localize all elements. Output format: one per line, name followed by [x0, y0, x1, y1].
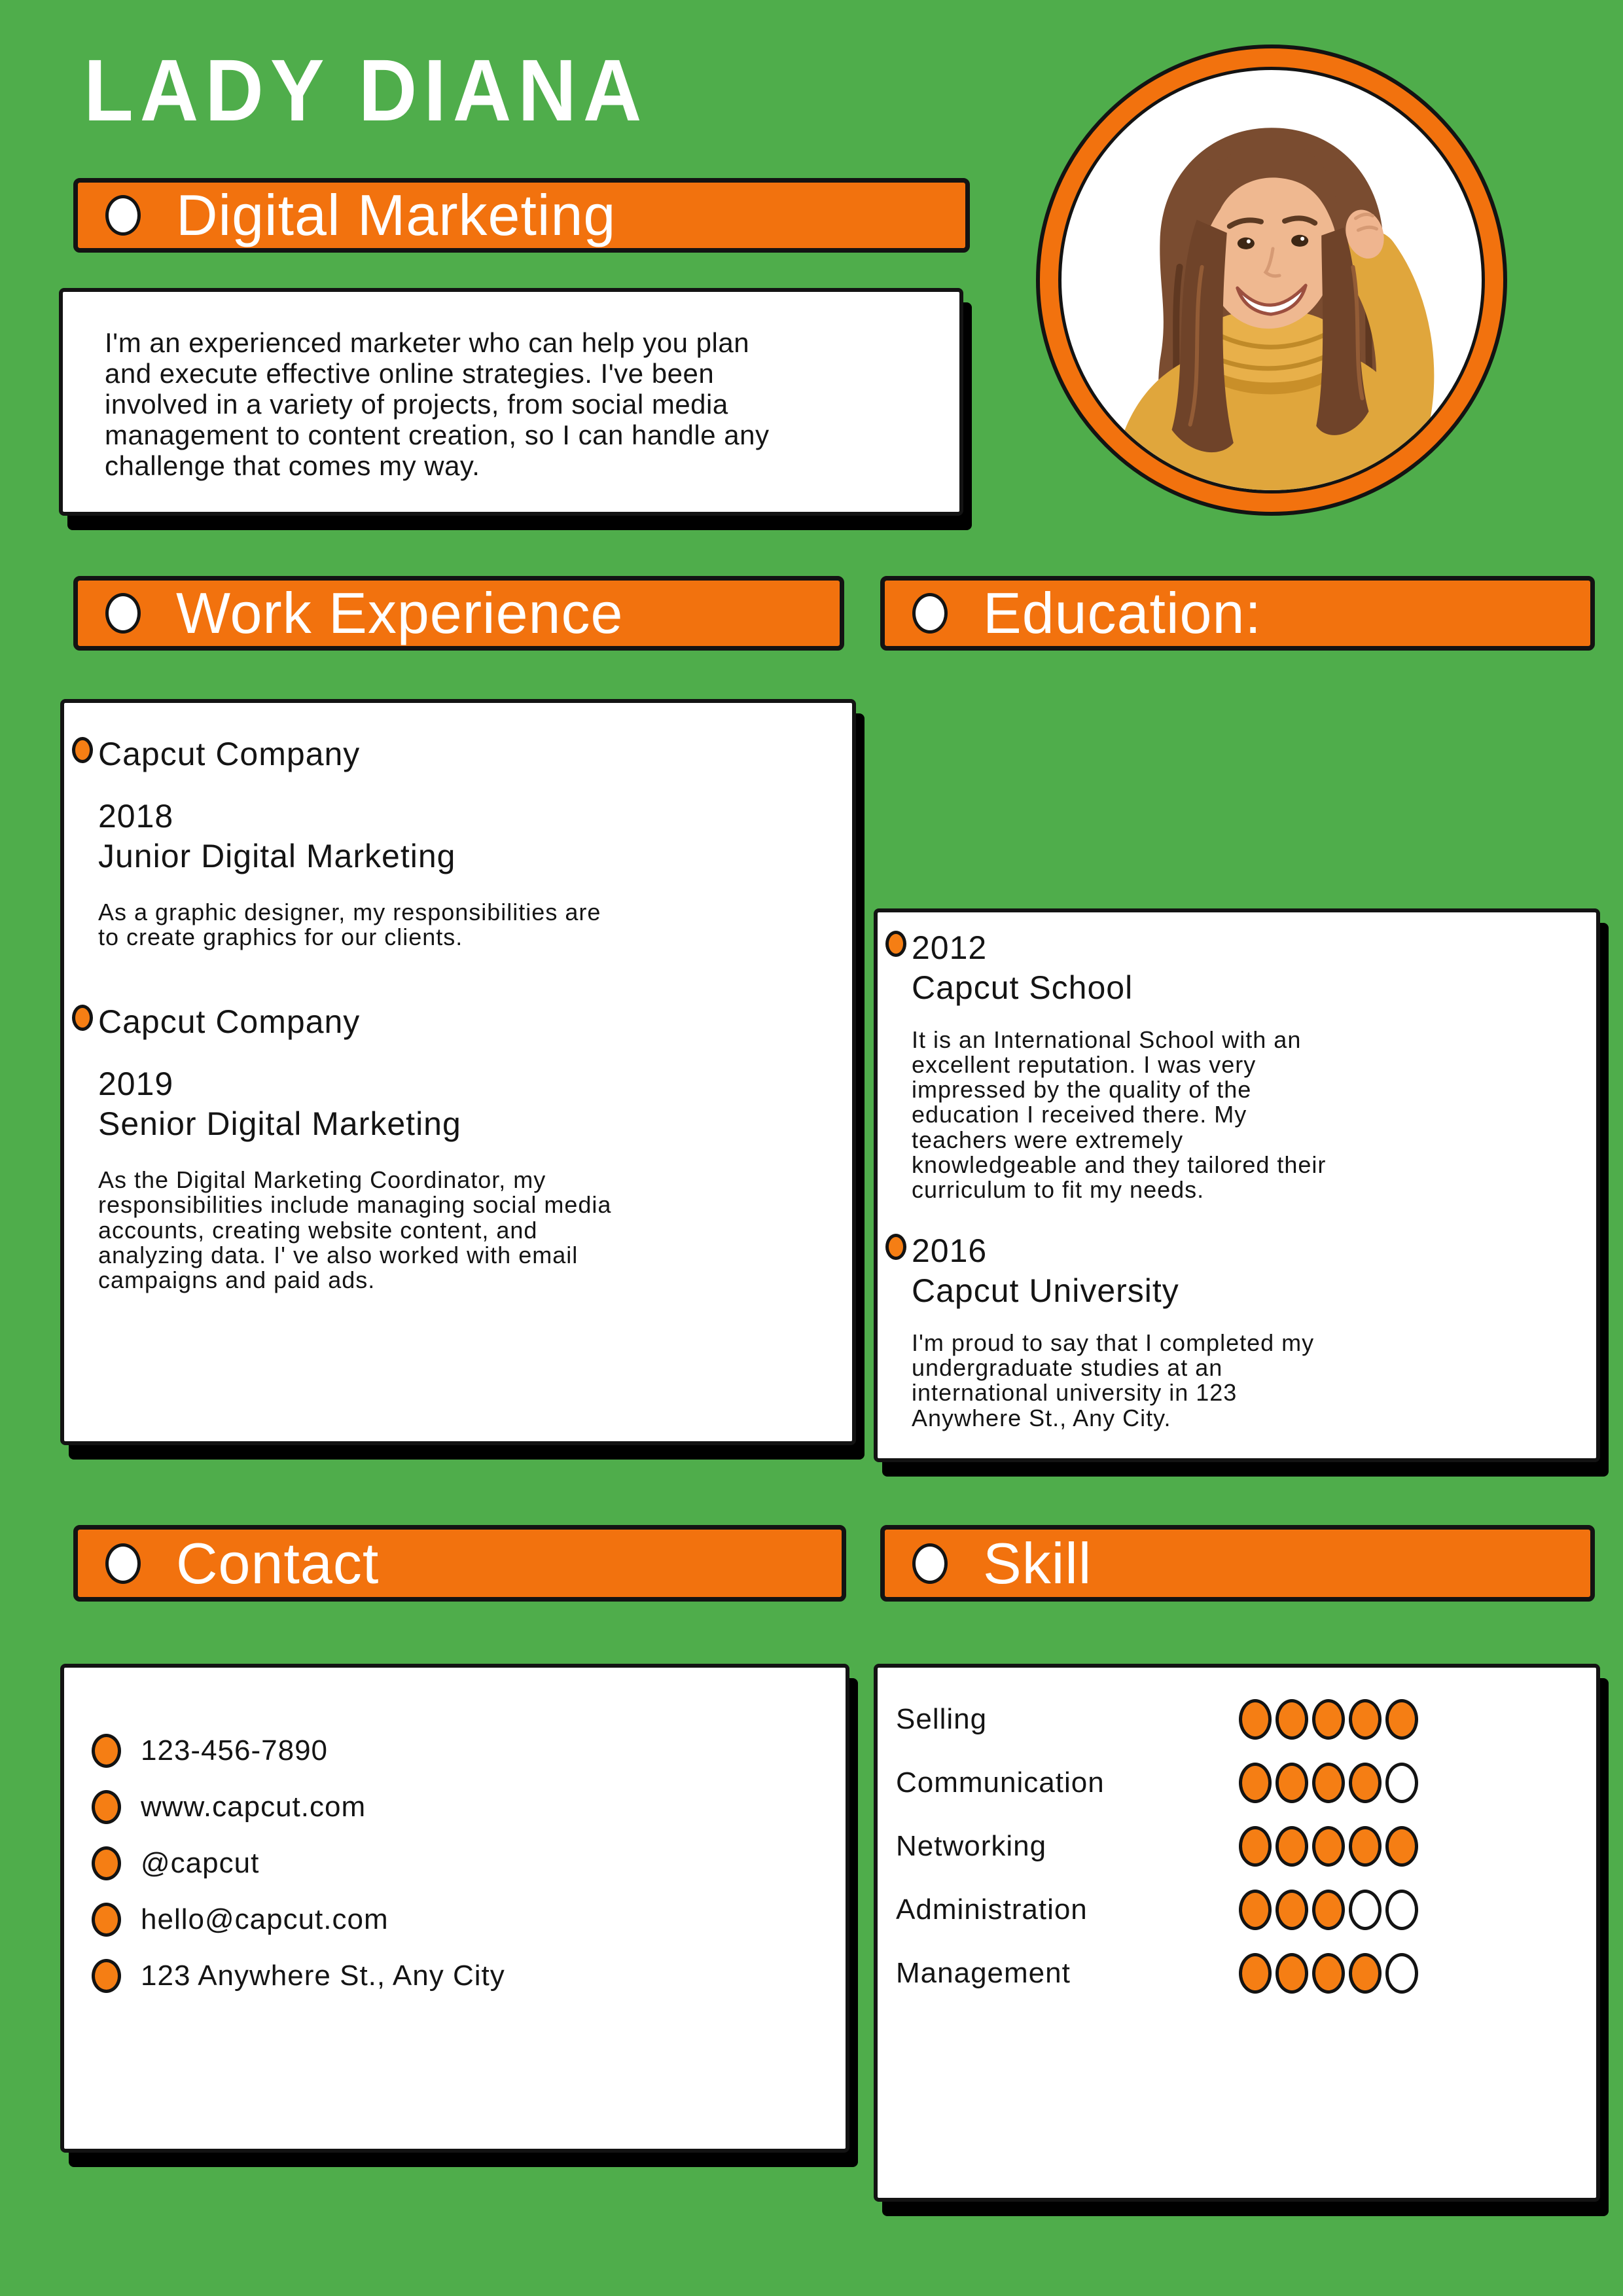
rating-dot-filled-icon — [1239, 1699, 1272, 1740]
contact-row-address — [64, 1948, 846, 2004]
bullet-icon — [92, 1790, 121, 1824]
rating-dot-filled-icon — [1312, 1890, 1345, 1930]
portrait-illustration — [1061, 70, 1482, 490]
banner-label: Work Experience — [176, 581, 624, 645]
work-entry — [98, 1002, 826, 1293]
education-year: 2012 — [912, 929, 988, 966]
contact-card — [60, 1664, 849, 2153]
rating-dot-empty-icon — [1385, 1890, 1418, 1930]
rating-dot-filled-icon — [1385, 1699, 1418, 1740]
education-entry — [912, 1231, 1573, 1431]
company-name: Capcut Company — [98, 736, 361, 772]
skill-rating — [1239, 1890, 1418, 1930]
rating-dot-filled-icon — [1239, 1826, 1272, 1867]
work-year: 2018 — [98, 798, 174, 834]
rating-dot-filled-icon — [1275, 1826, 1308, 1867]
contact-row-phone — [64, 1723, 846, 1779]
rating-dot-filled-icon — [1312, 1699, 1345, 1740]
rating-dot-filled-icon — [1349, 1826, 1382, 1867]
skill-label: Communication — [896, 1766, 1105, 1799]
left-eye — [1238, 238, 1255, 249]
banner-education — [880, 576, 1595, 651]
skill-label: Networking — [896, 1829, 1047, 1862]
education-description: It is an International School with an excellent reputation. I was very impressed by the quality of the education I received there. My teachers were extremely knowledgeable and they tailored their curriculum to fit my needs. — [912, 1026, 1327, 1203]
skill-rating — [1239, 1826, 1418, 1867]
rating-dot-filled-icon — [1275, 1699, 1308, 1740]
work-role: Junior Digital Marketing — [98, 838, 456, 874]
skill-row — [878, 1941, 1596, 2005]
banner-label: Digital Marketing — [176, 183, 616, 247]
skill-label: Selling — [896, 1702, 988, 1735]
bullet-icon — [885, 931, 906, 957]
contact-row-social — [64, 1835, 846, 1892]
rating-dot-filled-icon — [1349, 1699, 1382, 1740]
work-role: Senior Digital Marketing — [98, 1105, 461, 1143]
skill-row — [878, 1878, 1596, 1941]
school-name: Capcut University — [912, 1272, 1179, 1310]
rating-dot-filled-icon — [1312, 1763, 1345, 1803]
banner-contact — [73, 1525, 846, 1602]
street-address: 123 Anywhere St., Any City — [141, 1960, 505, 1992]
work-experience-card — [60, 699, 856, 1445]
bullet-icon — [92, 1903, 121, 1937]
right-eye — [1291, 235, 1308, 247]
banner-digital-marketing — [73, 178, 970, 253]
school-name: Capcut School — [912, 969, 1133, 1006]
phone-number: 123-456-7890 — [141, 1734, 329, 1767]
banner-circle-icon — [912, 593, 948, 634]
banner-label: Skill — [983, 1530, 1092, 1596]
skill-rating — [1239, 1699, 1418, 1740]
education-description: I'm proud to say that I completed my undergraduate studies at an international university in 123 Anywhere St., Any City. — [912, 1329, 1315, 1431]
banner-circle-icon — [105, 593, 141, 634]
skill-rating — [1239, 1763, 1418, 1803]
rating-dot-empty-icon — [1349, 1890, 1382, 1930]
bullet-icon — [92, 1959, 121, 1993]
work-year: 2019 — [98, 1066, 174, 1103]
intro-text: I'm an experienced marketer who can help you plan and execute effective online strategies. I've been involved in a variety of projects, from social media management to content creation, so I can handle any challenge that comes my way. — [105, 327, 770, 482]
work-description: As a graphic designer, my responsibilities are to create graphics for our clients. — [98, 899, 601, 951]
rating-dot-filled-icon — [1239, 1953, 1272, 1994]
banner-skill — [880, 1525, 1595, 1602]
company-name: Capcut Company — [98, 1003, 361, 1041]
banner-label: Contact — [176, 1530, 380, 1596]
education-entry — [912, 928, 1573, 1202]
profile-photo-ring — [1036, 45, 1507, 516]
bullet-icon — [885, 1234, 906, 1260]
sweater-sleeve — [1370, 259, 1405, 446]
social-handle: @capcut — [141, 1847, 260, 1879]
contact-row-website — [64, 1779, 846, 1835]
rating-dot-filled-icon — [1385, 1826, 1418, 1867]
eye-glint — [1300, 237, 1304, 241]
banner-label: Education: — [983, 581, 1262, 645]
rating-dot-empty-icon — [1385, 1953, 1418, 1994]
rating-dot-filled-icon — [1312, 1953, 1345, 1994]
rating-dot-filled-icon — [1275, 1890, 1308, 1930]
education-year: 2016 — [912, 1232, 988, 1270]
rating-dot-filled-icon — [1239, 1890, 1272, 1930]
page-title: LADY DIANA — [84, 42, 649, 140]
skill-label: Management — [896, 1956, 1071, 1989]
work-entry — [98, 734, 826, 950]
profile-photo — [1058, 67, 1485, 493]
rating-dot-filled-icon — [1239, 1763, 1272, 1803]
banner-circle-icon — [912, 1543, 948, 1584]
bullet-icon — [92, 1846, 121, 1880]
skill-row — [878, 1814, 1596, 1878]
intro-card — [59, 288, 963, 516]
rating-dot-filled-icon — [1275, 1763, 1308, 1803]
bullet-icon — [72, 737, 93, 763]
bullet-icon — [92, 1734, 121, 1768]
banner-circle-icon — [105, 1543, 141, 1584]
eye-glint — [1247, 240, 1251, 243]
rating-dot-filled-icon — [1349, 1763, 1382, 1803]
skill-label: Administration — [896, 1893, 1088, 1926]
banner-work-experience — [73, 576, 844, 651]
skill-card — [874, 1664, 1600, 2202]
website: www.capcut.com — [141, 1791, 366, 1823]
banner-circle-icon — [105, 195, 141, 236]
rating-dot-empty-icon — [1385, 1763, 1418, 1803]
rating-dot-filled-icon — [1275, 1953, 1308, 1994]
contact-row-email — [64, 1892, 846, 1948]
bullet-icon — [72, 1005, 93, 1031]
rating-dot-filled-icon — [1349, 1953, 1382, 1994]
skill-rating — [1239, 1953, 1418, 1994]
education-card — [874, 908, 1600, 1462]
work-description: As the Digital Marketing Coordinator, my responsibilities include managing social media accounts, creating website content, and analyzing data. I' ve also worked with email campaigns and paid ads. — [98, 1166, 612, 1293]
email-address: hello@capcut.com — [141, 1903, 389, 1935]
rating-dot-filled-icon — [1312, 1826, 1345, 1867]
skill-row — [878, 1687, 1596, 1751]
skill-row — [878, 1751, 1596, 1814]
